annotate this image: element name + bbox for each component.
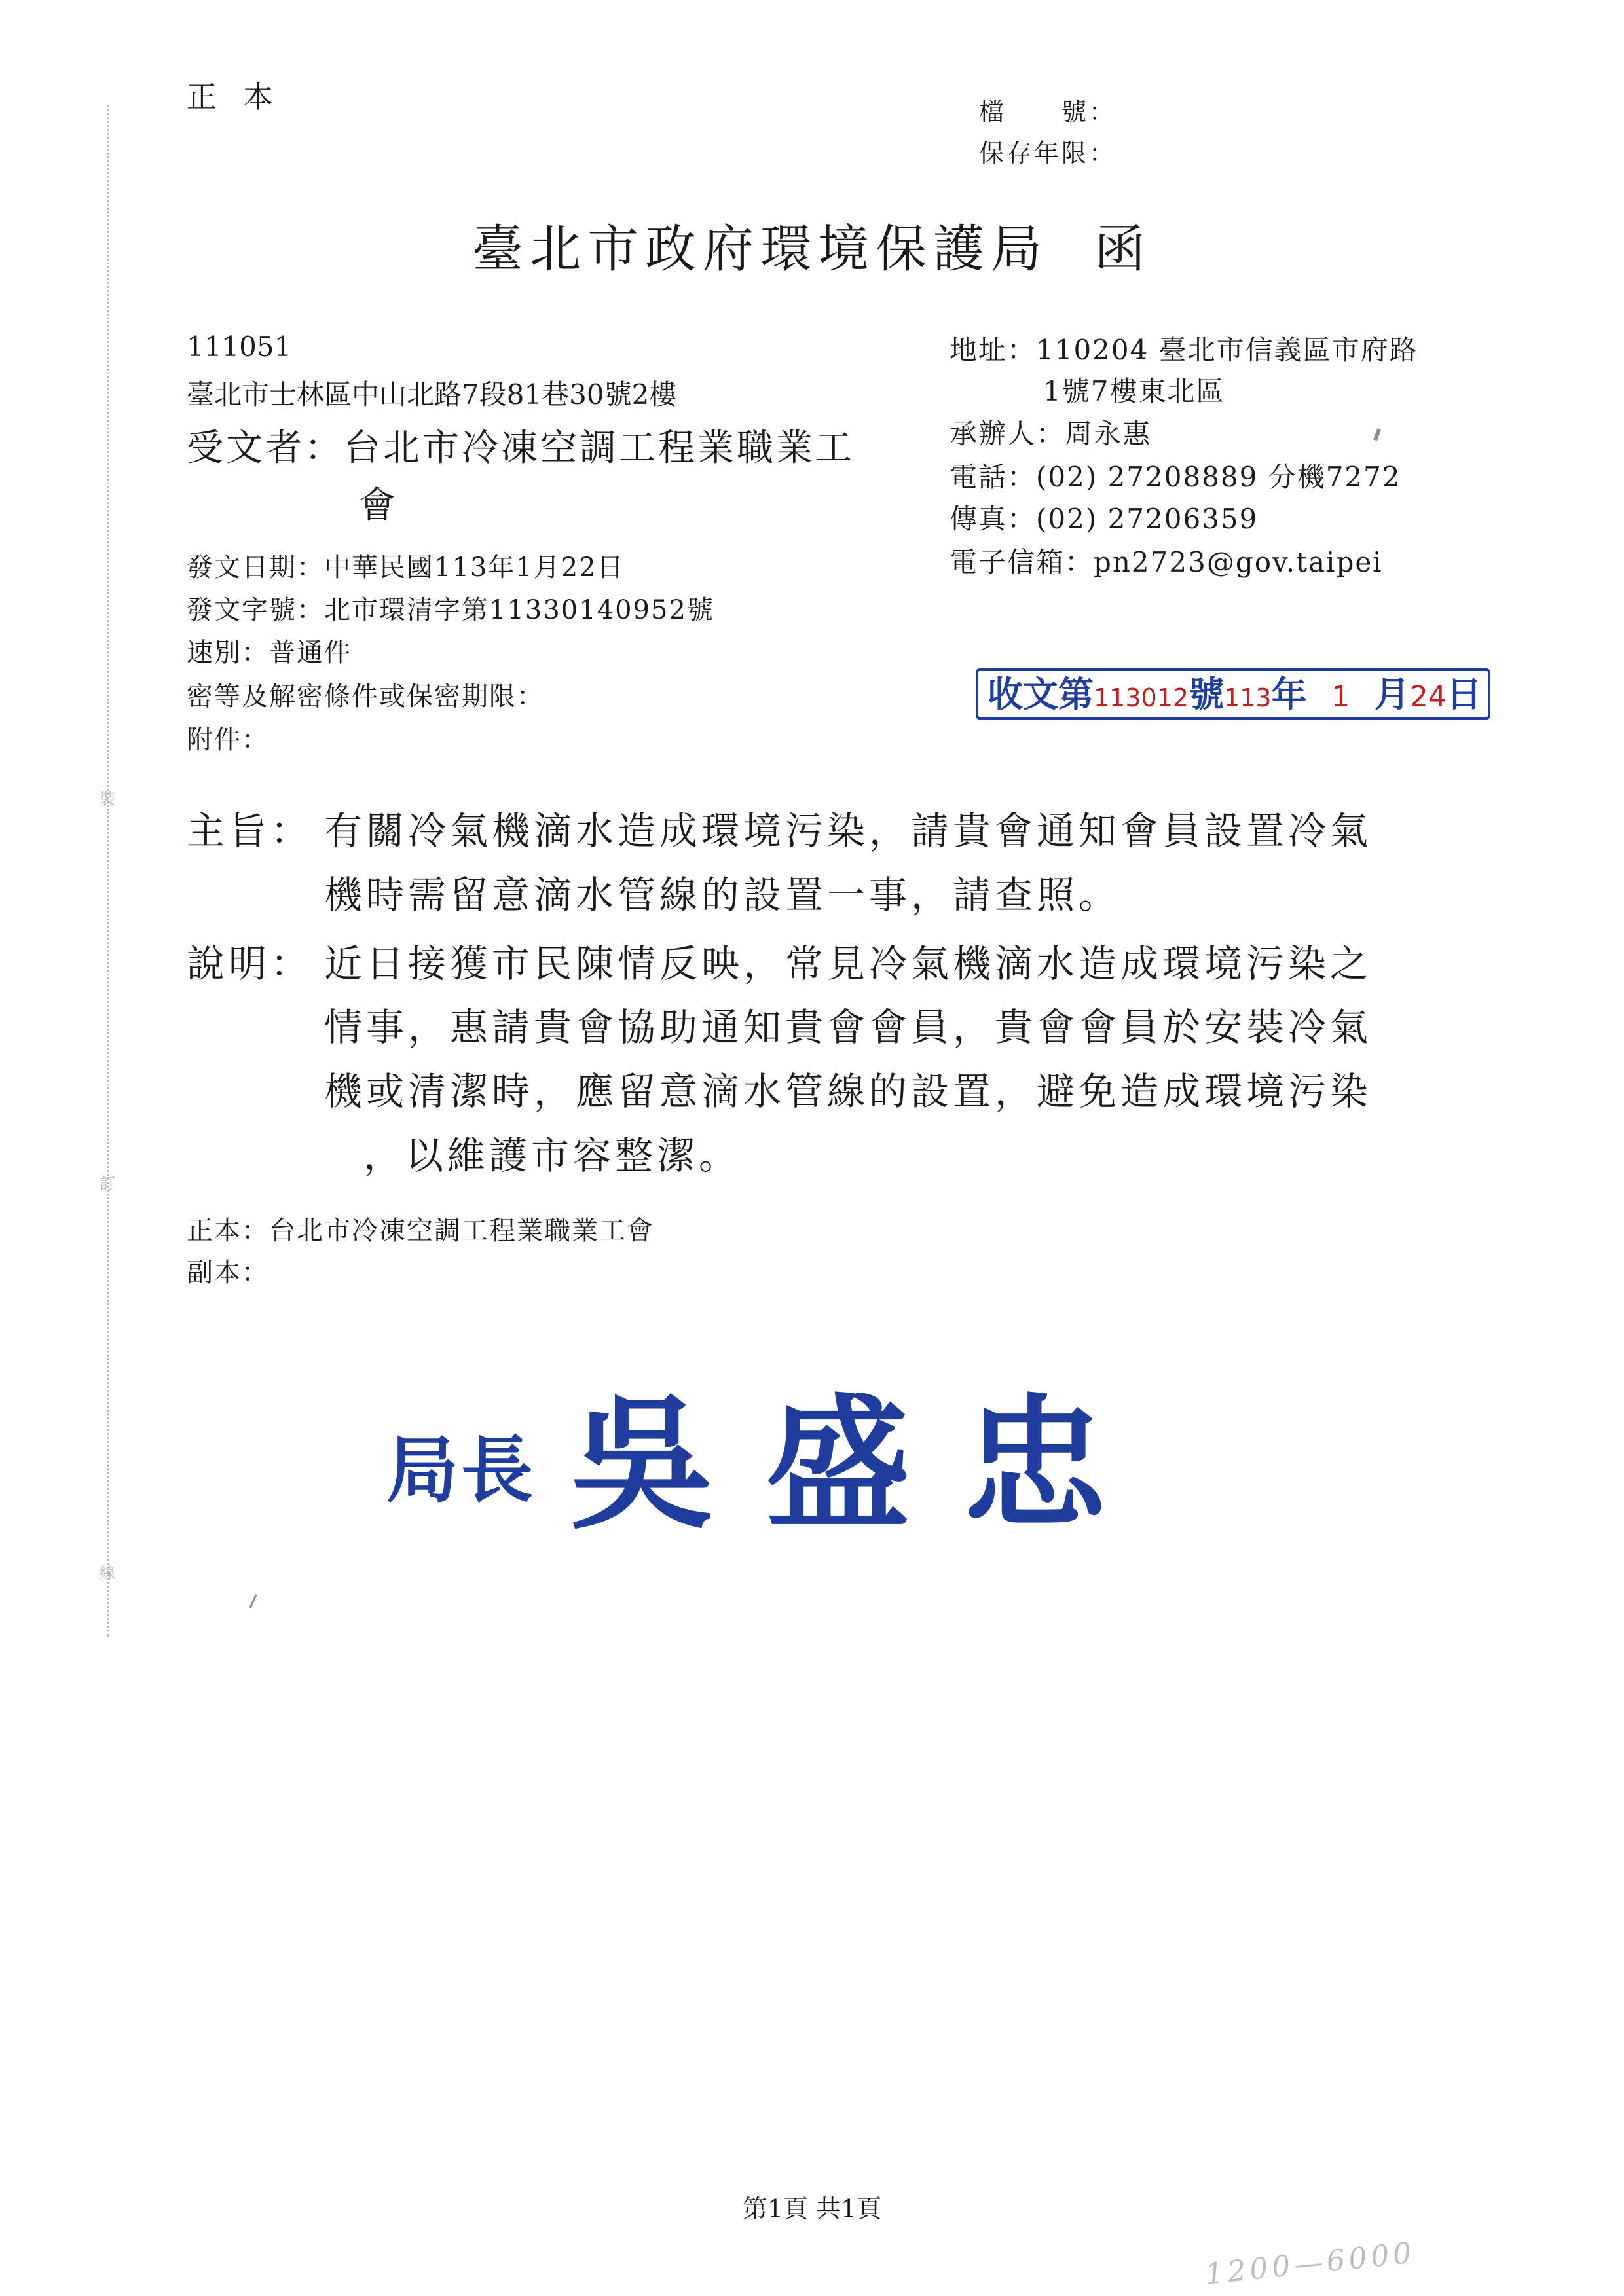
recipient-postcode: 111051 [187,331,292,363]
explanation-line-3: 機或清潔時，應留意滴水管線的設置，避免造成環境污染 [324,1069,1373,1114]
stamp-day: 24 [1409,680,1447,714]
sender-address-line-1: 地址：110204 臺北市信義區市府路 [950,334,1418,366]
binding-margin-line [107,105,109,1637]
agency-name: 臺北市政府環境保護局 [471,220,1048,279]
stamp-month: 1 [1331,680,1350,714]
subject-line-2: 機時需留意滴水管線的設置一事，請查照。 [324,873,1121,917]
subject-line-1: 有關冷氣機滴水造成環境污染，請貴會通知會員設置冷氣 [324,809,1373,853]
copy-distribution: 副本： [187,1258,269,1288]
binding-mark-top: 裝 [100,790,115,808]
explanation-label: 說明： [187,941,313,986]
fax: 傳真：(02) 27206359 [950,503,1259,535]
pencil-note: 1200—6000 [1204,2236,1417,2291]
explanation-line-1: 近日接獲市民陳情反映，常見冷氣機滴水造成環境污染之 [324,941,1373,986]
stamp-hao: 號 [1189,673,1225,715]
retention-period-label: 保存年限： [979,139,1117,168]
stamp-receipt-number: 113012 [1094,683,1189,712]
original-distribution: 正本：台北市冷凍空調工程業職業工會 [187,1216,654,1246]
sender-address-line-2: 1號7樓東北區 [1043,375,1225,407]
stamp-ri: 日 [1446,673,1482,715]
copy-label: 正本 [187,79,299,115]
stamp-yue: 月 [1374,673,1410,715]
explanation-line-2: 情事，惠請貴會協助通知貴會會員，貴會會員於安裝冷氣 [324,1005,1373,1049]
binding-mark-bottom: 線 [100,1564,115,1582]
recipient-address: 臺北市士林區中山北路7段81巷30號2樓 [187,378,677,410]
stray-mark [1373,429,1381,441]
document-type: 函 [1094,220,1153,279]
receipt-stamp [976,668,1490,720]
secrecy-level: 密等及解密條件或保密期限： [187,682,544,712]
stamp-year: 113 [1224,683,1272,712]
document-number: 發文字號：北市環清字第11330140952號 [187,595,714,625]
signature-title: 局長 [386,1428,536,1512]
issue-date: 發文日期：中華民國113年1月22日 [187,553,625,583]
email: 電子信箱：pn2723@gov.taipei [950,546,1383,578]
speed-class: 速別：普通件 [187,638,352,668]
phone: 電話：(02) 27208889 分機7272 [950,461,1401,493]
recipient-line-1: 受文者：台北市冷凍空調工程業職業工 [187,427,855,469]
recipient-line-2: 會 [359,484,396,527]
subject-label: 主旨： [187,809,313,853]
file-number-label: 檔 號： [979,98,1117,126]
stray-mark [249,1594,257,1608]
page-number: 第1頁 共1頁 [742,2195,882,2223]
document-title [0,208,1624,282]
attachments: 附件： [187,725,269,755]
signature-name: 吳盛忠 [570,1379,1160,1548]
stamp-prefix: 收文第 [987,673,1094,715]
stamp-nian: 年 [1271,673,1307,715]
handler: 承辦人：周永惠 [950,418,1152,450]
binding-mark-middle: 訂 [100,1175,115,1193]
explanation-line-4: ，以維護市容整潔。 [363,1133,741,1178]
